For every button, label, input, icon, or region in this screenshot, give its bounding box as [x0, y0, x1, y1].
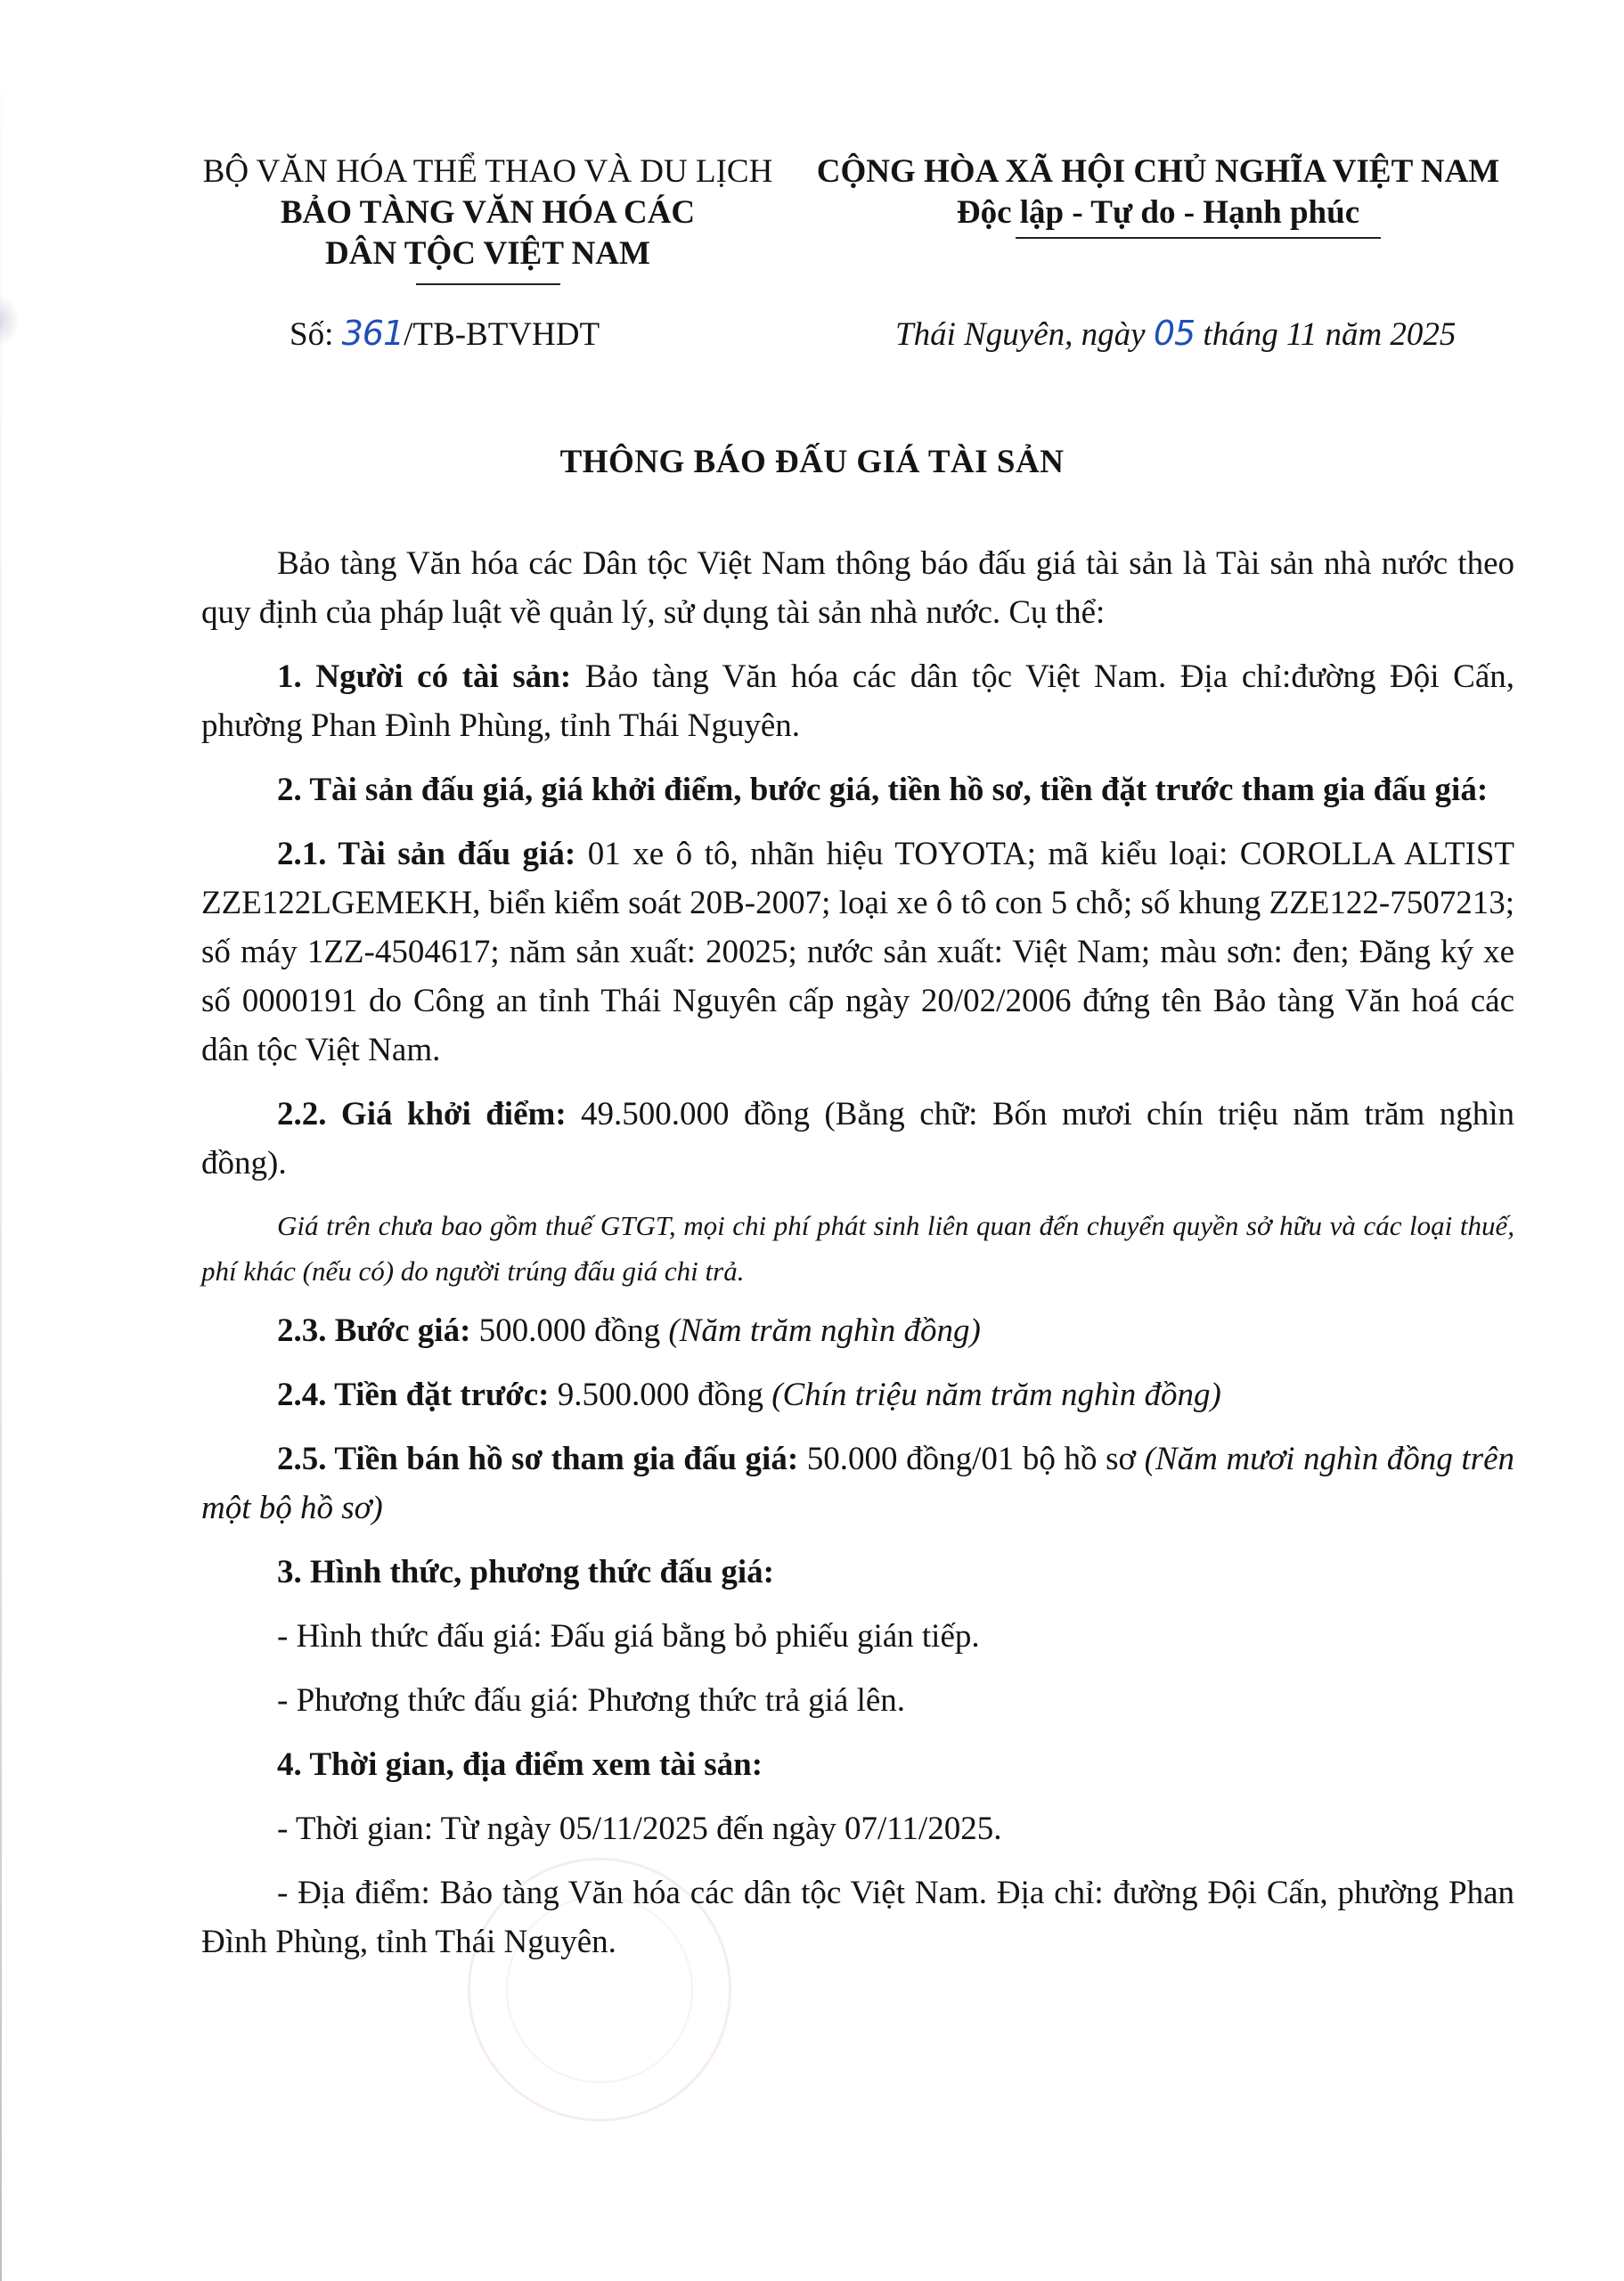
section-2-3-words: (Năm trăm nghìn đồng)	[668, 1312, 981, 1349]
section-2-2-text: 49.500.000 đồng (Bằng chữ: Bốn mươi chín triệu năm trăm nghìn đồng).	[201, 1096, 1514, 1181]
doc-date-suffix: tháng 11 năm 2025	[1203, 316, 1457, 353]
section-4-item: - Thời gian: Từ ngày 05/11/2025 đến ngày 07/11/2025.	[277, 1811, 1002, 1847]
section-2-5-text: 50.000 đồng/01 bộ hồ sơ	[798, 1441, 1145, 1477]
section-1-label: 1. Người có tài sản:	[277, 658, 572, 695]
section-1-text: Bảo tàng Văn hóa các dân tộc Việt Nam. Địa chỉ:đường Đội Cấn, phường Phan Đình Phùng, tỉnh Thái Nguyên.	[201, 658, 1514, 744]
section-2-5-label: 2.5. Tiền bán hồ sơ tham gia đấu giá:	[277, 1441, 799, 1477]
document-date	[895, 314, 1456, 354]
national-motto: Độc lập - Tự do - Hạnh phúc	[956, 194, 1360, 231]
organization-name-line1: BẢO TÀNG VĂN HÓA CÁC	[280, 194, 696, 231]
scan-smudge	[0, 294, 20, 347]
intro-paragraph: Bảo tàng Văn hóa các Dân tộc Việt Nam thông báo đấu giá tài sản là Tài sản nhà nước theo quy định của pháp luật về quản lý, sử dụng tài sản nhà nước. Cụ thể:	[201, 545, 1514, 631]
doc-date-prefix: Thái Nguyên, ngày	[895, 316, 1146, 353]
section-2-2-starting-price	[201, 1090, 1514, 1188]
handwritten-day: 05	[1153, 314, 1196, 353]
section-2-1-text: 01 xe ô tô, nhãn hiệu TOYOTA; mã kiểu loại: COROLLA ALTIST ZZE122LGEMEKH, biển kiểm soát 20B-2007; loại xe ô tô con 5 chỗ; số khung ZZE122-7507213; số máy 1ZZ-4504617; năm sản xuất: 20025; nước sản xuất: Việt Nam; màu sơn: đen; Đăng ký xe số 0000191 do Công an tỉnh Thái Nguyên cấp ngày 20/02/2006 đứng tên Bảo tàng Văn hoá các dân tộc Việt Nam.	[201, 836, 1514, 1068]
section-4-label: 4. Thời gian, địa điểm xem tài sản:	[277, 1746, 763, 1783]
motto-underline	[1016, 237, 1381, 239]
section-4-heading	[201, 1740, 1514, 1789]
section-2-2-tax-note: Giá trên chưa bao gồm thuế GTGT, mọi chi phí phát sinh liên quan đến chuyển quyền sở hữu và các loại thuế, phí khác (nếu có) do người trúng đấu giá chi trả.	[201, 1210, 1514, 1287]
section-2-1-asset	[201, 830, 1514, 1075]
section-2-3-bid-step	[201, 1306, 1514, 1355]
section-2-4-text: 9.500.000 đồng	[549, 1377, 772, 1413]
issuer-divider	[416, 283, 560, 285]
issuer-header	[192, 151, 784, 285]
section-2-4-words: (Chín triệu năm trăm nghìn đồng)	[771, 1377, 1221, 1413]
section-4-item: - Địa điểm: Bảo tàng Văn hóa các dân tộc Việt Nam. Địa chỉ: đường Đội Cấn, phường Phan Đình Phùng, tỉnh Thái Nguyên.	[201, 1875, 1514, 1960]
ministry-name: BỘ VĂN HÓA THỂ THAO VÀ DU LỊCH	[202, 153, 773, 190]
nation-name: CỘNG HÒA XÃ HỘI CHỦ NGHĨA VIỆT NAM	[816, 153, 1500, 190]
section-2-5-words: (Năm mươi nghìn đồng trên một bộ hồ sơ)	[201, 1441, 1514, 1526]
section-2-1-label: 2.1. Tài sản đấu giá:	[277, 836, 576, 872]
section-2-5-dossier-fee	[201, 1435, 1514, 1533]
section-2-heading	[201, 765, 1514, 814]
section-2-label: 2. Tài sản đấu giá, giá khởi điểm, bước giá, tiền hồ sơ, tiền đặt trước tham gia đấu giá:	[277, 772, 1489, 808]
section-3-item: - Phương thức đấu giá: Phương thức trả giá lên.	[277, 1682, 906, 1719]
document-number	[290, 314, 600, 354]
doc-number-suffix: /TB-BTVHDT	[404, 316, 600, 353]
document-title: THÔNG BÁO ĐẤU GIÁ TÀI SẢN	[559, 444, 1065, 480]
organization-name-line2: DÂN TỘC VIỆT NAM	[325, 235, 650, 272]
section-2-4-label: 2.4. Tiền đặt trước:	[277, 1377, 550, 1413]
doc-number-prefix: Số:	[290, 316, 334, 353]
handwritten-number: 361	[341, 314, 404, 353]
national-header	[806, 151, 1510, 233]
document-body	[201, 539, 1514, 1982]
section-3-heading	[201, 1548, 1514, 1597]
section-2-3-label: 2.3. Bước giá:	[277, 1312, 471, 1349]
section-2-3-text: 500.000 đồng	[470, 1312, 669, 1349]
section-3-label: 3. Hình thức, phương thức đấu giá:	[277, 1554, 774, 1590]
section-2-4-deposit	[201, 1370, 1514, 1419]
section-2-2-label: 2.2. Giá khởi điểm:	[277, 1096, 567, 1132]
section-3-item: - Hình thức đấu giá: Đấu giá bằng bỏ phiếu gián tiếp.	[277, 1618, 980, 1655]
section-1-owner	[201, 652, 1514, 750]
